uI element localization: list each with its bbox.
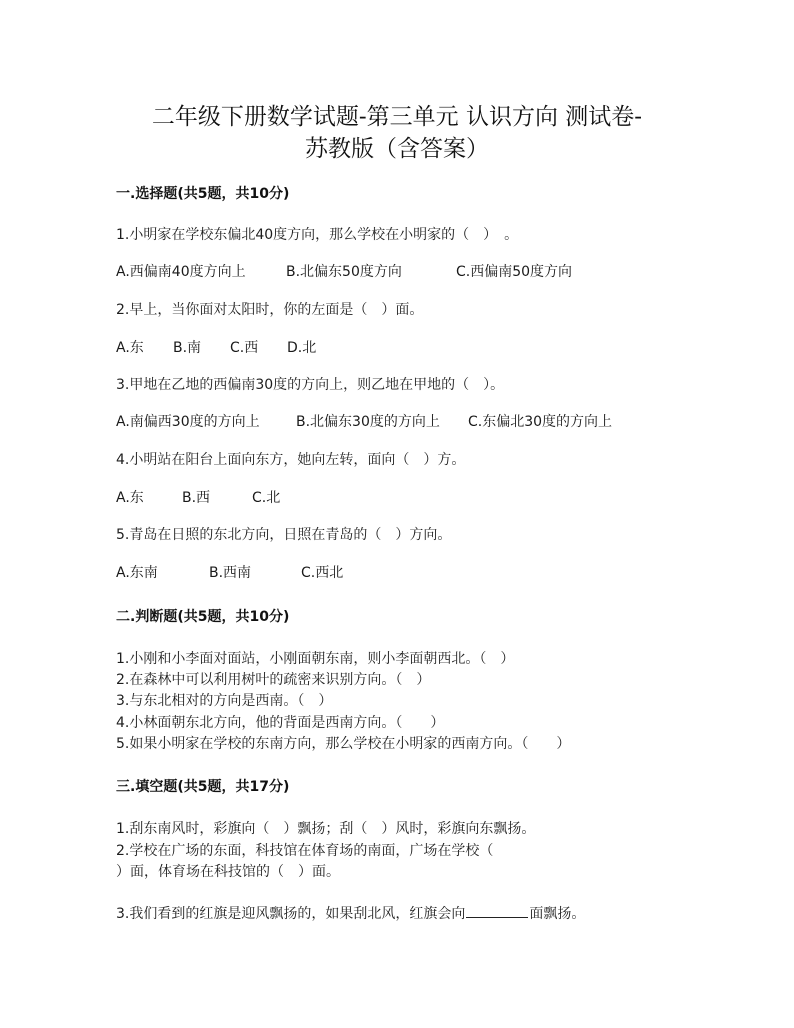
question-options xyxy=(116,337,316,357)
fill-question: 1.刮东南风时，彩旗向（ ）飘扬；刮（ ）风时，彩旗向东飘扬。 xyxy=(116,821,536,837)
section-heading-choice: 一.选择题(共5题，共10分) xyxy=(116,186,290,202)
question-stem: 3.甲地在乙地的西偏南30度的方向上，则乙地在甲地的（ ）。 xyxy=(116,377,505,393)
option: C.西 xyxy=(230,340,259,356)
question-options xyxy=(116,411,612,431)
fill-question xyxy=(116,903,585,923)
option: C.西偏南50度方向 xyxy=(456,264,573,280)
option: B.西南 xyxy=(209,565,252,581)
page-title-line2: 苏教版（含答案） xyxy=(305,136,489,162)
page-title-line1: 二年级下册数学试题-第三单元 认识方向 测试卷- xyxy=(151,104,643,130)
option: D.北 xyxy=(287,340,317,356)
judge-item: 5.如果小明家在学校的东南方向，那么学校在小明家的西南方向。（ ） xyxy=(116,736,571,752)
option: B.西 xyxy=(182,490,211,506)
fill-question-line1: 2.学校在广场的东面，科技馆在体育场的南面，广场在学校（ xyxy=(116,843,494,859)
option: A.东南 xyxy=(116,565,158,581)
fill-question-text: 3.我们看到的红旗是迎风飘扬的，如果刮北风，红旗会向 xyxy=(116,906,466,922)
section-heading-judge: 二.判断题(共5题，共10分) xyxy=(116,609,290,625)
option: B.北偏东30度的方向上 xyxy=(296,414,440,430)
option: B.北偏东50度方向 xyxy=(286,264,402,280)
judge-item: 3.与东北相对的方向是西南。（ ） xyxy=(116,693,333,709)
option: A.东 xyxy=(116,490,144,506)
question-stem: 5.青岛在日照的东北方向，日照在青岛的（ ）方向。 xyxy=(116,527,452,543)
fill-question-text: 面飘扬。 xyxy=(529,906,586,922)
question-options xyxy=(116,562,343,582)
question-stem: 4.小明站在阳台上面向东方，她向左转，面向（ ）方。 xyxy=(116,452,466,468)
option: A.东 xyxy=(116,340,144,356)
option: A.南偏西30度的方向上 xyxy=(116,414,260,430)
answer-blank[interactable] xyxy=(466,905,528,918)
question-options xyxy=(116,261,572,281)
option: C.东偏北30度的方向上 xyxy=(468,414,613,430)
judge-item: 4.小林面朝东北方向，他的背面是西南方向。（ ） xyxy=(116,715,445,731)
option: C.西北 xyxy=(301,565,344,581)
option: B.南 xyxy=(173,340,202,356)
option: C.北 xyxy=(252,490,281,506)
question-stem: 2.早上，当你面对太阳时，你的左面是（ ）面。 xyxy=(116,302,424,318)
judge-item: 1.小刚和小李面对面站，小刚面朝东南，则小李面朝西北。（ ） xyxy=(116,651,515,667)
judge-item: 2.在森林中可以利用树叶的疏密来识别方向。（ ） xyxy=(116,672,431,688)
fill-question-line2: ）面，体育场在科技馆的（ ）面。 xyxy=(116,864,340,880)
question-stem: 1.小明家在学校东偏北40度方向，那么学校在小明家的（ ） 。 xyxy=(116,227,519,243)
section-heading-fill: 三.填空题(共5题，共17分) xyxy=(116,779,290,795)
option: A.西偏南40度方向上 xyxy=(116,264,246,280)
question-options xyxy=(116,487,280,507)
